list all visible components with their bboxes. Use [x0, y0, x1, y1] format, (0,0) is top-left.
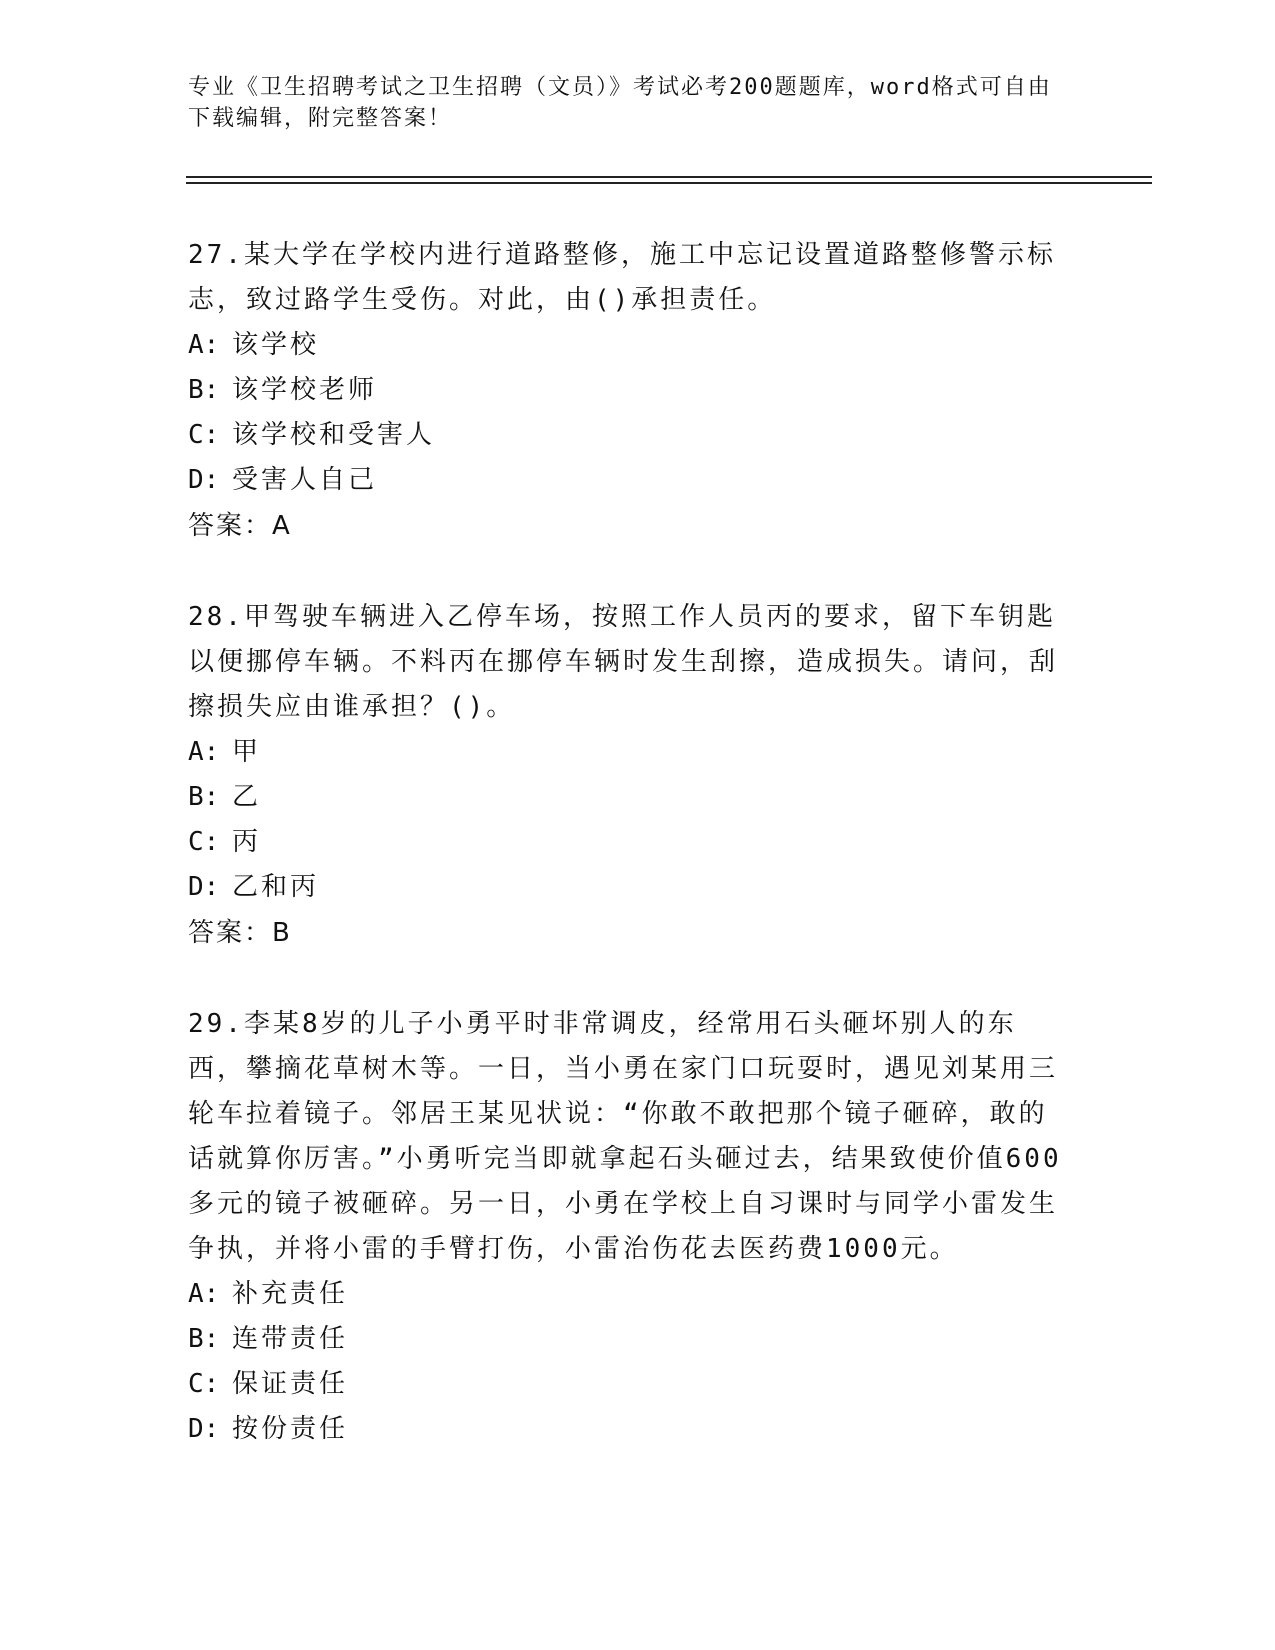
option-a — [188, 323, 1068, 368]
question-stem: 27.某大学在学校内进行道路整修，施工中忘记设置道路整修警示标志，致过路学生受伤。对此，由()承担责任。 — [188, 240, 1056, 315]
option-d — [188, 458, 1068, 503]
option-letter: A: — [188, 737, 220, 767]
question-stem: 28.甲驾驶车辆进入乙停车场，按照工作人员丙的要求，留下车钥匙以便挪停车辆。不料丙在挪停车辆时发生刮擦，造成损失。请问，刮擦损失应由谁承担？()。 — [188, 602, 1059, 722]
option-text: 补充责任 — [232, 1279, 349, 1309]
option-text: 甲 — [232, 737, 262, 767]
option-b — [188, 1317, 1068, 1362]
option-text: 按份责任 — [232, 1414, 349, 1444]
document-header: 专业《卫生招聘考试之卫生招聘（文员）》考试必考200题题库，word格式可自由下载编辑，附完整答案！ — [188, 75, 1052, 131]
option-b — [188, 368, 1068, 413]
question-29 — [188, 1002, 1068, 1452]
option-letter: A: — [188, 330, 220, 360]
option-letter: C: — [188, 420, 220, 450]
option-text: 连带责任 — [232, 1324, 349, 1354]
option-letter: B: — [188, 782, 220, 812]
option-text: 受害人自己 — [232, 465, 378, 495]
option-text: 乙 — [232, 782, 262, 812]
option-a — [188, 1272, 1068, 1317]
option-letter: D: — [188, 872, 220, 902]
option-d — [188, 865, 1068, 910]
option-letter: C: — [188, 1369, 220, 1399]
option-text: 该学校和受害人 — [232, 420, 436, 450]
question-stem: 29.李某8岁的儿子小勇平时非常调皮，经常用石头砸坏别人的东西，攀摘花草树木等。一日，当小勇在家门口玩耍时，遇见刘某用三轮车拉着镜子。邻居王某见状说：“你敢不敢把那个镜子砸碎，敢的话就算你厉害。”小勇听完当即就拿起石头砸过去，结果致使价值600多元的镜子被砸碎。另一日，小勇在学校上自习课时与同学小雷发生争执，并将小雷的手臂打伤，小雷治伤花去医药费1000元。 — [188, 1009, 1062, 1264]
option-text: 该学校老师 — [232, 375, 378, 405]
question-list — [188, 233, 1068, 1498]
header-divider-bottom — [186, 182, 1152, 184]
option-text: 丙 — [232, 827, 262, 857]
option-text: 乙和丙 — [232, 872, 320, 902]
option-letter: A: — [188, 1279, 220, 1309]
option-c — [188, 1362, 1068, 1407]
option-text: 该学校 — [232, 330, 320, 360]
question-28 — [188, 595, 1068, 956]
option-c — [188, 820, 1068, 865]
option-c — [188, 413, 1068, 458]
option-d — [188, 1407, 1068, 1452]
option-text: 保证责任 — [232, 1369, 349, 1399]
option-b — [188, 775, 1068, 820]
option-letter: D: — [188, 1414, 220, 1444]
question-27 — [188, 233, 1068, 549]
answer-line: 答案：B — [188, 918, 292, 948]
option-letter: B: — [188, 1324, 220, 1354]
option-a — [188, 730, 1068, 775]
option-letter: B: — [188, 375, 220, 405]
answer-line: 答案：A — [188, 511, 292, 541]
option-letter: D: — [188, 465, 220, 495]
header-divider-top — [186, 176, 1152, 178]
option-letter: C: — [188, 827, 220, 857]
